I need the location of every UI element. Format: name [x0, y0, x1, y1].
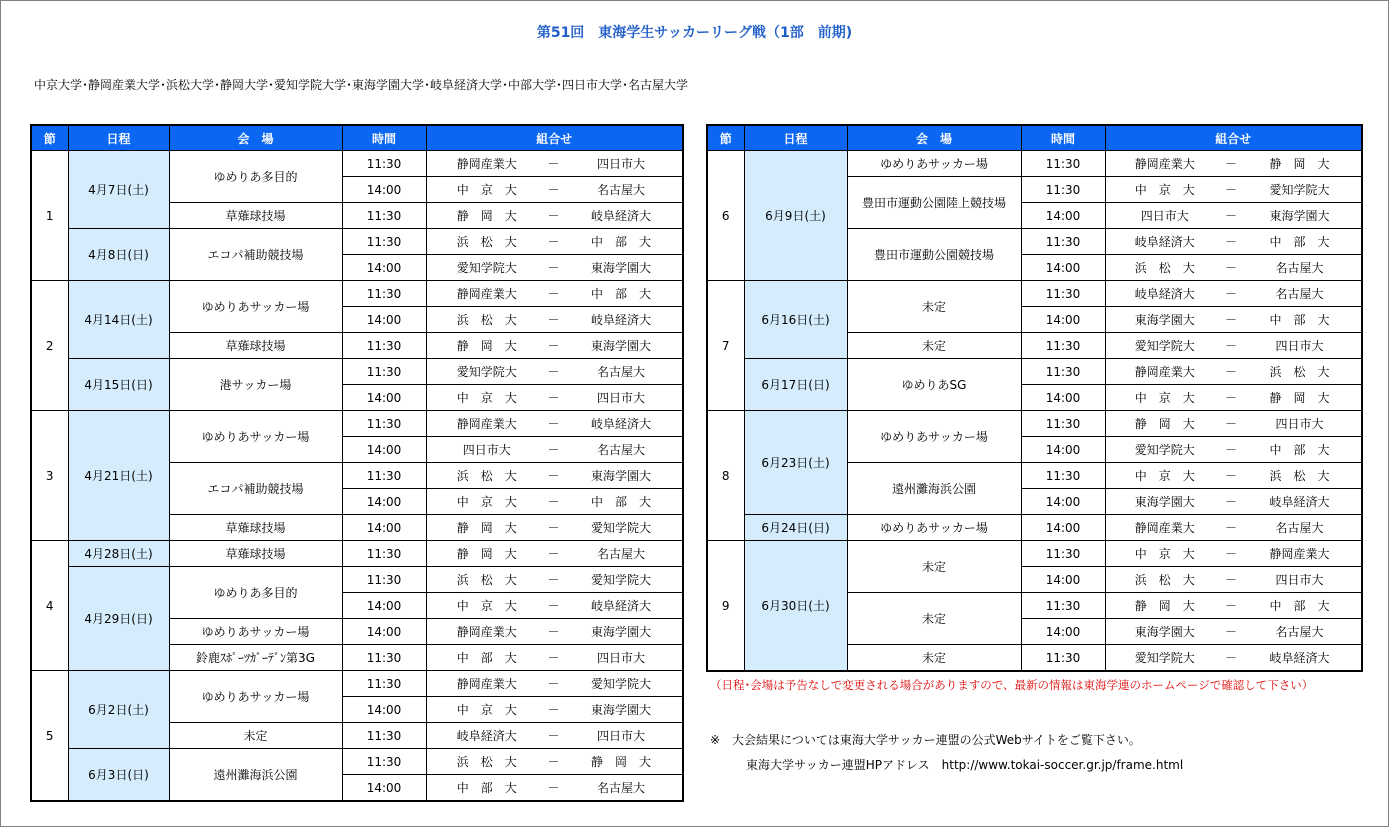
home-team: 中 京 大	[426, 177, 547, 203]
versus-dash: －	[1224, 281, 1238, 307]
versus-dash: －	[1224, 177, 1238, 203]
header-match: 組合せ	[1105, 125, 1362, 151]
away-team: 浜 松 大	[1238, 359, 1362, 385]
match-date: 6月23日(土)	[744, 411, 847, 515]
away-team: 中 部 大	[1238, 593, 1362, 619]
home-team: 中 部 大	[426, 645, 547, 671]
table-row	[707, 151, 1362, 177]
away-team: 東海学園大	[560, 333, 683, 359]
home-team: 中 京 大	[1105, 177, 1224, 203]
away-team: 東海学園大	[560, 697, 683, 723]
schedule-table-left	[30, 124, 684, 802]
versus-dash: －	[547, 489, 560, 515]
venue-name: 未定	[847, 281, 1021, 333]
venue-name: 豊田市運動公園競技場	[847, 229, 1021, 281]
home-team: 東海学園大	[1105, 307, 1224, 333]
match-date: 6月16日(土)	[744, 281, 847, 359]
match-date: 6月3日(日)	[68, 749, 169, 802]
home-team: 浜 松 大	[426, 307, 547, 333]
header-round: 節	[707, 125, 744, 151]
header-round: 節	[31, 125, 68, 151]
venue-name: ゆめりあサッカー場	[847, 151, 1021, 177]
kickoff-time: 11:30	[342, 151, 426, 177]
away-team: 静 岡 大	[1238, 151, 1362, 177]
versus-dash: －	[1224, 333, 1238, 359]
versus-dash: －	[1224, 437, 1238, 463]
kickoff-time: 11:30	[342, 671, 426, 697]
away-team: 名古屋大	[560, 359, 683, 385]
home-team: 東海学園大	[1105, 489, 1224, 515]
versus-dash: －	[1224, 203, 1238, 229]
versus-dash: －	[547, 541, 560, 567]
home-team: 岐阜経済大	[426, 723, 547, 749]
round-number: 4	[31, 541, 68, 671]
venue-name: 草薙球技場	[169, 333, 342, 359]
venue-name: ゆめりあサッカー場	[847, 515, 1021, 541]
kickoff-time: 11:30	[342, 541, 426, 567]
round-number: 8	[707, 411, 744, 541]
versus-dash: －	[1224, 489, 1238, 515]
kickoff-time: 11:30	[342, 749, 426, 775]
match-date: 4月15日(日)	[68, 359, 169, 411]
home-team: 四日市大	[426, 437, 547, 463]
versus-dash: －	[1224, 151, 1238, 177]
home-team: 中 京 大	[426, 593, 547, 619]
schedule-table-right	[706, 124, 1363, 672]
versus-dash: －	[1224, 359, 1238, 385]
kickoff-time: 11:30	[1021, 541, 1105, 567]
away-team: 愛知学院大	[560, 515, 683, 541]
versus-dash: －	[547, 281, 560, 307]
away-team: 岐阜経済大	[560, 593, 683, 619]
venue-name: 未定	[847, 541, 1021, 593]
venue-name: ゆめりあサッカー場	[169, 411, 342, 463]
venue-name: 遠州灘海浜公園	[847, 463, 1021, 515]
kickoff-time: 14:00	[1021, 203, 1105, 229]
away-team: 愛知学院大	[560, 567, 683, 593]
table-row	[707, 515, 1362, 541]
header-venue: 会 場	[169, 125, 342, 151]
match-date: 4月8日(日)	[68, 229, 169, 281]
table-row	[31, 411, 683, 437]
away-team: 四日市大	[560, 151, 683, 177]
kickoff-time: 14:00	[342, 307, 426, 333]
header-row	[31, 125, 683, 151]
versus-dash: －	[547, 177, 560, 203]
round-number: 9	[707, 541, 744, 672]
venue-name: ゆめりあサッカー場	[169, 671, 342, 723]
away-team: 四日市大	[1238, 333, 1362, 359]
versus-dash: －	[547, 463, 560, 489]
home-team: 静 岡 大	[426, 541, 547, 567]
away-team: 四日市大	[1238, 411, 1362, 437]
versus-dash: －	[547, 593, 560, 619]
versus-dash: －	[547, 255, 560, 281]
home-team: 静 岡 大	[1105, 411, 1224, 437]
versus-dash: －	[1224, 593, 1238, 619]
kickoff-time: 14:00	[342, 255, 426, 281]
away-team: 名古屋大	[1238, 515, 1362, 541]
venue-name: 未定	[847, 645, 1021, 672]
home-team: 静 岡 大	[426, 333, 547, 359]
kickoff-time: 11:30	[1021, 645, 1105, 672]
venue-name: ゆめりあサッカー場	[169, 281, 342, 333]
versus-dash: －	[1224, 619, 1238, 645]
home-team: 岐阜経済大	[1105, 229, 1224, 255]
home-team: 静岡産業大	[1105, 151, 1224, 177]
venue-name: 港サッカー場	[169, 359, 342, 411]
kickoff-time: 14:00	[342, 385, 426, 411]
round-number: 3	[31, 411, 68, 541]
away-team: 愛知学院大	[560, 671, 683, 697]
home-team: 静岡産業大	[426, 619, 547, 645]
versus-dash: －	[547, 307, 560, 333]
table-row	[31, 151, 683, 177]
table-row	[707, 359, 1362, 385]
away-team: 東海学園大	[560, 255, 683, 281]
table-row	[707, 411, 1362, 437]
venue-name: 豊田市運動公園陸上競技場	[847, 177, 1021, 229]
versus-dash: －	[1224, 255, 1238, 281]
match-date: 4月14日(土)	[68, 281, 169, 359]
kickoff-time: 11:30	[1021, 411, 1105, 437]
home-team: 中 京 大	[426, 385, 547, 411]
match-date: 4月29日(日)	[68, 567, 169, 671]
kickoff-time: 11:30	[342, 411, 426, 437]
away-team: 岐阜経済大	[1238, 645, 1362, 672]
versus-dash: －	[1224, 385, 1238, 411]
kickoff-time: 11:30	[1021, 593, 1105, 619]
match-date: 6月2日(土)	[68, 671, 169, 749]
venue-name: 草薙球技場	[169, 541, 342, 567]
home-team: 静岡産業大	[426, 411, 547, 437]
versus-dash: －	[547, 619, 560, 645]
table-row	[31, 541, 683, 567]
away-team: 静 岡 大	[560, 749, 683, 775]
match-date: 6月9日(土)	[744, 151, 847, 281]
table-row	[31, 567, 683, 593]
home-team: 中 京 大	[1105, 541, 1224, 567]
kickoff-time: 14:00	[1021, 567, 1105, 593]
away-team: 浜 松 大	[1238, 463, 1362, 489]
versus-dash: －	[547, 229, 560, 255]
round-number: 7	[707, 281, 744, 411]
home-team: 静岡産業大	[1105, 515, 1224, 541]
away-team: 中 部 大	[560, 489, 683, 515]
home-team: 浜 松 大	[426, 749, 547, 775]
kickoff-time: 11:30	[1021, 177, 1105, 203]
away-team: 名古屋大	[1238, 255, 1362, 281]
round-number: 6	[707, 151, 744, 281]
versus-dash: －	[1224, 463, 1238, 489]
table-row	[31, 359, 683, 385]
versus-dash: －	[1224, 645, 1238, 672]
schedule-change-warning: （日程･会場は予告なしで変更される場合がありますので、最新の情報は東海学連のホームページで確認して下さい）	[710, 678, 1314, 692]
versus-dash: －	[547, 151, 560, 177]
kickoff-time: 14:00	[342, 619, 426, 645]
kickoff-time: 14:00	[1021, 437, 1105, 463]
kickoff-time: 11:30	[342, 463, 426, 489]
venue-name: ゆめりあ多目的	[169, 567, 342, 619]
home-team: 静岡産業大	[1105, 359, 1224, 385]
match-date: 4月28日(土)	[68, 541, 169, 567]
kickoff-time: 14:00	[342, 593, 426, 619]
round-number: 2	[31, 281, 68, 411]
home-team: 中 京 大	[426, 697, 547, 723]
away-team: 四日市大	[1238, 567, 1362, 593]
home-team: 愛知学院大	[426, 359, 547, 385]
kickoff-time: 14:00	[342, 489, 426, 515]
away-team: 中 部 大	[1238, 437, 1362, 463]
kickoff-time: 11:30	[342, 359, 426, 385]
versus-dash: －	[547, 697, 560, 723]
away-team: 東海学園大	[560, 619, 683, 645]
kickoff-time: 11:30	[342, 203, 426, 229]
kickoff-time: 11:30	[342, 333, 426, 359]
table-row	[31, 749, 683, 775]
away-team: 岐阜経済大	[1238, 489, 1362, 515]
versus-dash: －	[547, 749, 560, 775]
kickoff-time: 11:30	[1021, 229, 1105, 255]
match-date: 4月21日(土)	[68, 411, 169, 541]
venue-name: 未定	[847, 593, 1021, 645]
home-team: 中 京 大	[426, 489, 547, 515]
away-team: 四日市大	[560, 385, 683, 411]
home-team: 静岡産業大	[426, 671, 547, 697]
match-date: 6月30日(土)	[744, 541, 847, 672]
venue-name: 未定	[847, 333, 1021, 359]
versus-dash: －	[547, 333, 560, 359]
versus-dash: －	[1224, 567, 1238, 593]
away-team: 東海学園大	[1238, 203, 1362, 229]
away-team: 愛知学院大	[1238, 177, 1362, 203]
table-row	[707, 541, 1362, 567]
versus-dash: －	[547, 203, 560, 229]
kickoff-time: 11:30	[1021, 281, 1105, 307]
away-team: 名古屋大	[1238, 281, 1362, 307]
venue-name: 草薙球技場	[169, 203, 342, 229]
round-number: 1	[31, 151, 68, 281]
match-date: 6月17日(日)	[744, 359, 847, 411]
home-team: 中 京 大	[1105, 385, 1224, 411]
page-title: 第51回 東海学生サッカーリーグ戦（1部 前期)	[536, 25, 853, 41]
home-team: 岐阜経済大	[1105, 281, 1224, 307]
kickoff-time: 14:00	[342, 775, 426, 802]
versus-dash: －	[1224, 411, 1238, 437]
away-team: 名古屋大	[560, 437, 683, 463]
home-team: 静岡産業大	[426, 151, 547, 177]
kickoff-time: 11:30	[342, 567, 426, 593]
venue-name: エコパ補助競技場	[169, 229, 342, 281]
home-team: 静 岡 大	[1105, 593, 1224, 619]
header-date: 日程	[744, 125, 847, 151]
home-team: 四日市大	[1105, 203, 1224, 229]
kickoff-time: 14:00	[1021, 307, 1105, 333]
header-time: 時間	[1021, 125, 1105, 151]
kickoff-time: 11:30	[342, 281, 426, 307]
home-team: 浜 松 大	[426, 229, 547, 255]
kickoff-time: 14:00	[342, 515, 426, 541]
kickoff-time: 11:30	[1021, 151, 1105, 177]
kickoff-time: 14:00	[1021, 619, 1105, 645]
versus-dash: －	[1224, 307, 1238, 333]
home-team: 中 部 大	[426, 775, 547, 802]
kickoff-time: 11:30	[342, 723, 426, 749]
match-date: 4月7日(土)	[68, 151, 169, 229]
kickoff-time: 11:30	[1021, 333, 1105, 359]
venue-name: ゆめりあSG	[847, 359, 1021, 411]
table-row	[707, 281, 1362, 307]
kickoff-time: 14:00	[1021, 489, 1105, 515]
away-team: 岐阜経済大	[560, 307, 683, 333]
versus-dash: －	[547, 645, 560, 671]
away-team: 静岡産業大	[1238, 541, 1362, 567]
home-team: 中 京 大	[1105, 463, 1224, 489]
venue-name: 鈴鹿ｽﾎﾟｰﾂｶﾞｰﾃﾞﾝ第3G	[169, 645, 342, 671]
versus-dash: －	[547, 359, 560, 385]
kickoff-time: 14:00	[1021, 255, 1105, 281]
away-team: 中 部 大	[1238, 229, 1362, 255]
away-team: 四日市大	[560, 723, 683, 749]
home-team: 愛知学院大	[1105, 437, 1224, 463]
away-team: 東海学園大	[560, 463, 683, 489]
away-team: 岐阜経済大	[560, 411, 683, 437]
away-team: 中 部 大	[1238, 307, 1362, 333]
header-time: 時間	[342, 125, 426, 151]
home-team: 浜 松 大	[426, 463, 547, 489]
versus-dash: －	[547, 385, 560, 411]
kickoff-time: 14:00	[342, 697, 426, 723]
home-team: 愛知学院大	[1105, 645, 1224, 672]
home-team: 浜 松 大	[1105, 567, 1224, 593]
home-team: 愛知学院大	[1105, 333, 1224, 359]
away-team: 名古屋大	[560, 775, 683, 802]
venue-name: エコパ補助競技場	[169, 463, 342, 515]
venue-name: 未定	[169, 723, 342, 749]
kickoff-time: 14:00	[342, 177, 426, 203]
home-team: 愛知学院大	[426, 255, 547, 281]
away-team: 四日市大	[560, 645, 683, 671]
home-team: 静 岡 大	[426, 203, 547, 229]
away-team: 静 岡 大	[1238, 385, 1362, 411]
kickoff-time: 11:30	[342, 229, 426, 255]
home-team: 静岡産業大	[426, 281, 547, 307]
away-team: 名古屋大	[560, 541, 683, 567]
away-team: 中 部 大	[560, 281, 683, 307]
participating-teams: 中京大学･静岡産業大学･浜松大学･静岡大学･愛知学院大学･東海学園大学･岐阜経済大学･中部大学･四日市大学･名古屋大学	[34, 78, 689, 92]
versus-dash: －	[547, 515, 560, 541]
versus-dash: －	[547, 775, 560, 802]
hp-address-note: 東海大学サッカー連盟HPアドレス http://www.tokai-soccer.gr.jp/frame.html	[746, 758, 1184, 772]
home-team: 静 岡 大	[426, 515, 547, 541]
versus-dash: －	[547, 723, 560, 749]
table-row	[31, 281, 683, 307]
round-number: 5	[31, 671, 68, 802]
versus-dash: －	[547, 437, 560, 463]
venue-name: ゆめりあサッカー場	[169, 619, 342, 645]
kickoff-time: 14:00	[342, 437, 426, 463]
versus-dash: －	[1224, 541, 1238, 567]
header-date: 日程	[68, 125, 169, 151]
kickoff-time: 11:30	[1021, 463, 1105, 489]
kickoff-time: 14:00	[1021, 515, 1105, 541]
venue-name: ゆめりあ多目的	[169, 151, 342, 203]
header-venue: 会 場	[847, 125, 1021, 151]
header-match: 組合せ	[426, 125, 683, 151]
venue-name: 草薙球技場	[169, 515, 342, 541]
away-team: 岐阜経済大	[560, 203, 683, 229]
kickoff-time: 11:30	[342, 645, 426, 671]
away-team: 名古屋大	[560, 177, 683, 203]
versus-dash: －	[1224, 515, 1238, 541]
kickoff-time: 14:00	[1021, 385, 1105, 411]
away-team: 名古屋大	[1238, 619, 1362, 645]
versus-dash: －	[1224, 229, 1238, 255]
venue-name: ゆめりあサッカー場	[847, 411, 1021, 463]
kickoff-time: 11:30	[1021, 359, 1105, 385]
venue-name: 遠州灘海浜公園	[169, 749, 342, 802]
away-team: 中 部 大	[560, 229, 683, 255]
home-team: 浜 松 大	[1105, 255, 1224, 281]
header-row	[707, 125, 1362, 151]
versus-dash: －	[547, 567, 560, 593]
table-row	[31, 671, 683, 697]
home-team: 浜 松 大	[426, 567, 547, 593]
versus-dash: －	[547, 411, 560, 437]
home-team: 東海学園大	[1105, 619, 1224, 645]
match-date: 6月24日(日)	[744, 515, 847, 541]
versus-dash: －	[547, 671, 560, 697]
results-note: ※ 大会結果については東海大学サッカー連盟の公式Webサイトをご覧下さい。	[710, 733, 1141, 747]
table-row	[31, 229, 683, 255]
